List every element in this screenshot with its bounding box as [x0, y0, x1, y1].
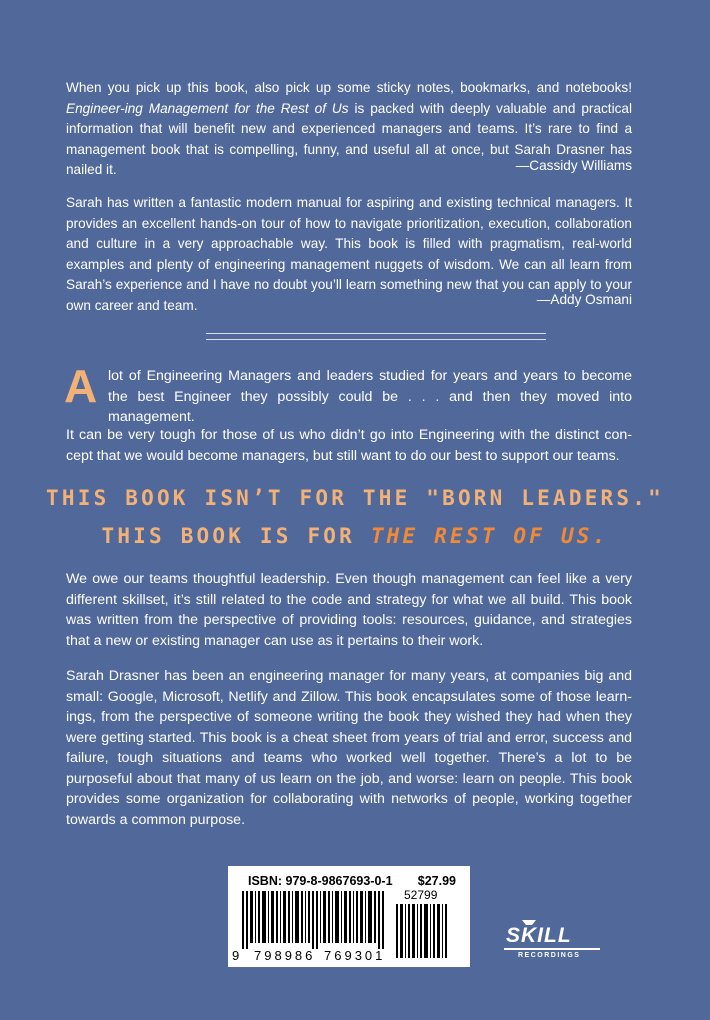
isbn-barcode — [242, 891, 392, 949]
publisher-sub: RECORDINGS — [518, 952, 581, 959]
drop-cap: A — [64, 360, 98, 412]
headline-emphasis: THE REST OF US. — [370, 524, 609, 548]
blurb-1-attribution: —Cassidy Williams — [515, 158, 632, 173]
barcode-digit-2: 798986 — [254, 948, 316, 963]
paragraph-3: We owe our teams thoughtful leadership. Even though management can feel like a very different skillset, it’s still related to the code and strategy for what we all build. This book was written from the perspective of providing tools: resources, guidance, and strategies that a new or existing manager can use as it pertains to their work. — [66, 571, 632, 649]
headline-line-1: THIS BOOK ISN’T FOR THE "BORN LEADERS." — [46, 486, 664, 510]
book-title-italic: Engineer-ing Management for the Rest of Us — [66, 100, 349, 116]
intro-paragraph: lot of Engineering Managers and leaders studied for years and years to become the best Engineer they possibly could be . . . and then they moved into management. — [108, 368, 632, 425]
blurb-1-text-end: is packed with deeply valuable and practical information that will benefit new and experienced managers and teams. It’s rare to find a management book that is compelling, funny, and useful all at once, but Sarah Drasner has nailed it. — [66, 100, 632, 177]
divider — [206, 333, 546, 340]
barcode-digits — [232, 948, 392, 963]
blurb-1-text: When you pick up this book, also pick up some sticky notes, bookmarks, and notebooks! — [66, 80, 632, 95]
headline-line-2-prefix: THIS BOOK IS FOR — [101, 524, 371, 548]
barcode-digit-3: 769301 — [324, 948, 386, 963]
price-code: 52799 — [404, 888, 438, 902]
publisher-name: SKILL — [506, 924, 572, 947]
barcode-digit-1: 9 — [232, 948, 240, 963]
price: $27.99 — [417, 874, 456, 888]
paragraph-4: Sarah Drasner has been an engineering manager for many years, at companies big and small: Google, Microsoft, Netlify and Zillow. This book encapsulates some of those learn-ings, from the perspective of someone writing the book they wished they had when they were getting started. This book is a cheat sheet from years of trial and error, success and failure, tough situations and teams who worked well together. There’s a lot to be purposeful about that many of us learn on the job, and worse: learn on people. This book provides some organization for collaborating with networks of people, working together towards a common purpose. — [66, 668, 632, 828]
headline-line-2 — [0, 524, 710, 548]
isbn-number: ISBN: 979-8-9867693-0-1 — [248, 874, 393, 888]
blurb-2: Sarah has written a fantastic modern manual for aspiring and existing technical managers. It provides an excellent hands-on tour of how to navigate prioritization, execution, collaboration and culture in a very approachable way. This book is filled with pragmatism, real-world examples and plenty of engineering management nuggets of wisdom. We can all learn from Sarah’s experience and I have no doubt you’ll learn something new that you can apply to your own career and team. — [66, 195, 632, 313]
barcode-box — [228, 866, 470, 967]
skill-recordings-logo — [502, 916, 602, 966]
price-barcode — [396, 904, 456, 958]
blurb-2-attribution: —Addy Osmani — [536, 292, 632, 307]
paragraph-2: It can be very tough for those of us who didn’t go into Engineering with the distinct con-cept that we would become managers, but still want to do our best to support our teams. — [66, 427, 632, 464]
